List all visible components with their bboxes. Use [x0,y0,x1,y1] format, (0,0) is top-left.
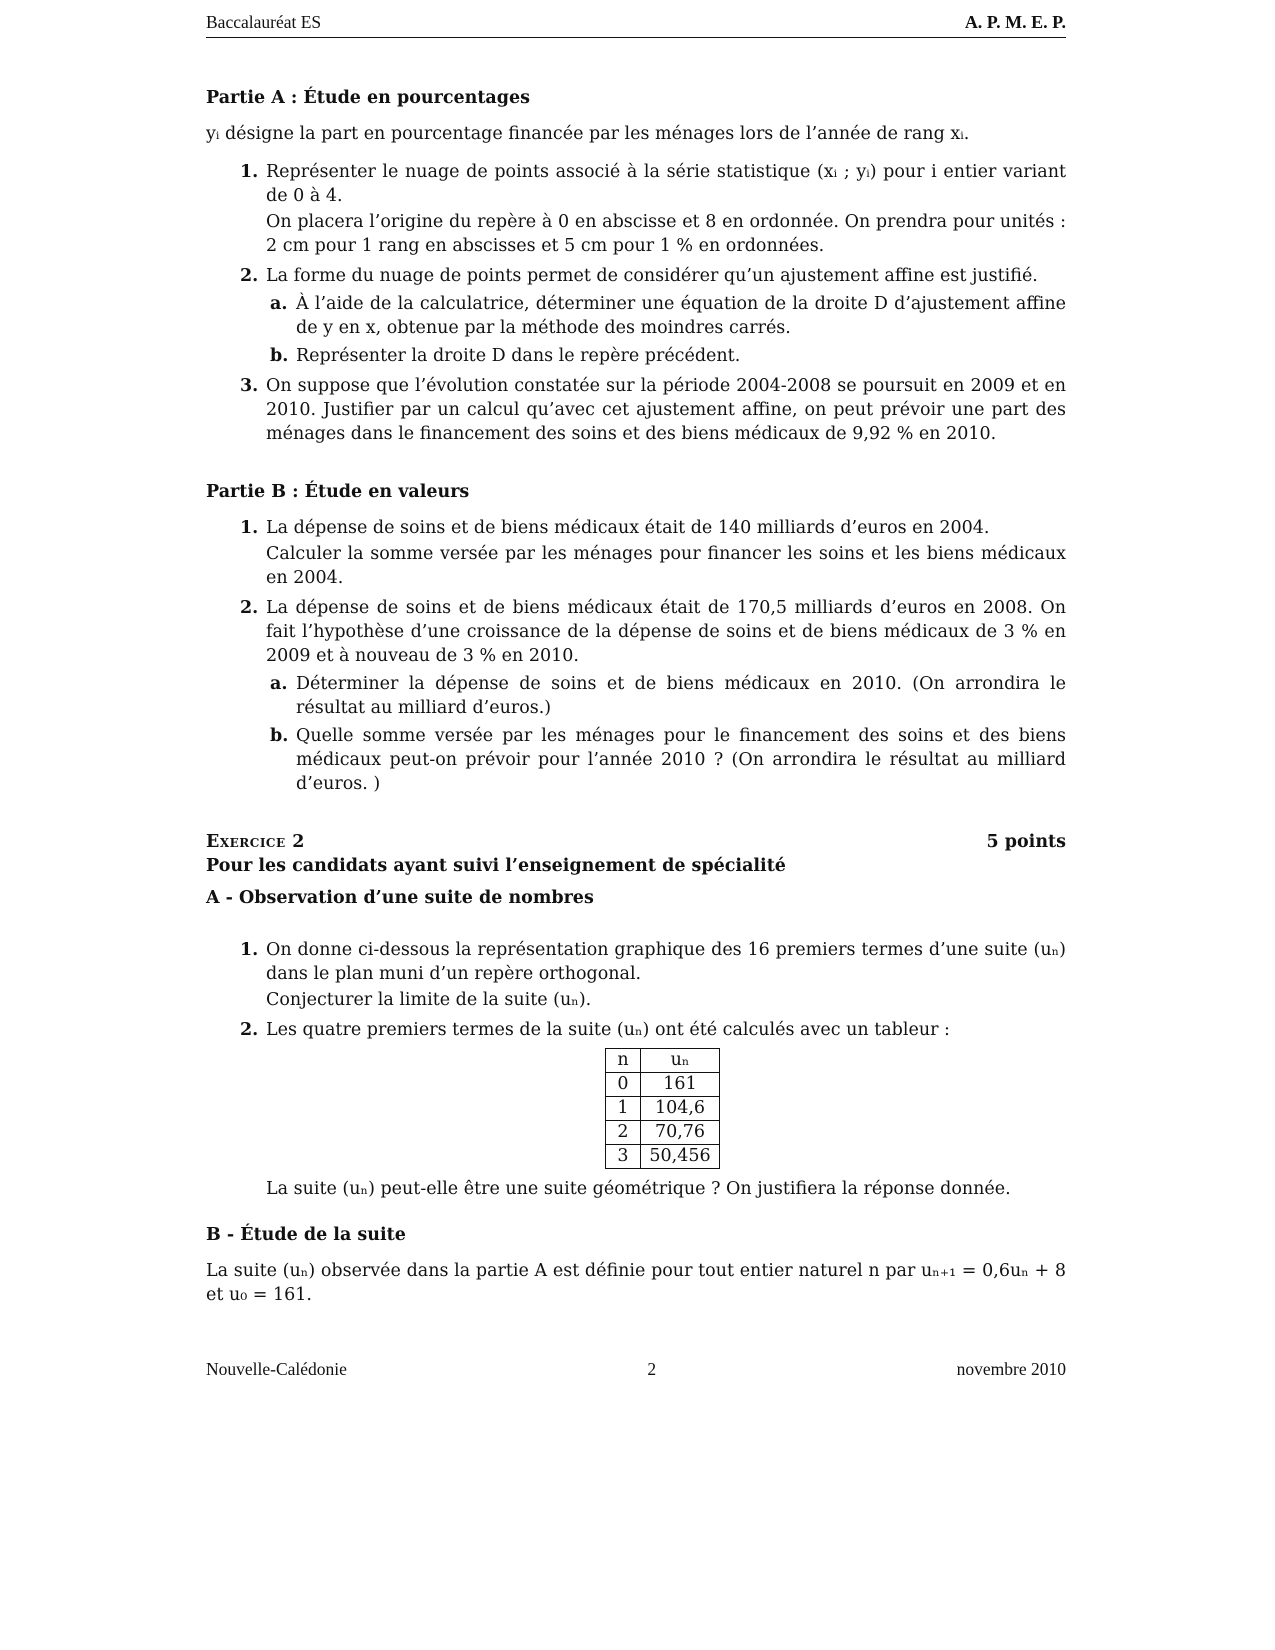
table-row [606,1097,720,1121]
partA-q2a-text: À l’aide de la calculatrice, déterminer une équation de la droite D d’ajustement affine de y en x, obtenue par la méthode des moindres carrés. [296,294,1066,338]
footer-left: Nouvelle-Calédonie [206,1359,347,1379]
partA-q2-text: La forme du nuage de points permet de considérer qu’un ajustement affine est justifié. [266,266,1038,286]
spacer [206,1207,1066,1223]
partB-q2a-text: Déterminer la dépense de soins et de biens médicaux en 2010. (On arrondira le résultat au milliard d’euros.) [296,674,1066,718]
table-row [606,1121,720,1145]
header-left: Baccalauréat ES [206,12,322,32]
partA-question-1 [206,160,1066,258]
ex2-question-1 [206,938,1066,1012]
spacer [206,922,1066,938]
subquestion-letter: a. [270,294,288,314]
question-number: 2. [240,598,259,618]
ex2-question-2 [206,1018,1066,1042]
table-cell-n: 1 [606,1097,641,1121]
question-number: 2. [240,1020,259,1040]
question-number: 1. [240,940,259,960]
footer-right: novembre 2010 [956,1359,1066,1379]
partA-q3-text: On suppose que l’évolution constatée sur la période 2004-2008 se poursuit en 2009 et en 2010. Justifier par un calcul qu’avec cet ajustement affine, on peut prévoir une part des ménages dans le financement des soins et des biens médicaux de 9,92 % en 2010. [266,376,1066,444]
exercise2-partB-text: La suite (uₙ) observée dans la partie A est définie pour tout entier naturel n par uₙ₊₁ = 0,6uₙ + 8 et u₀ = 161. [206,1261,1066,1305]
subquestion-letter: b. [270,726,289,746]
ex2-q2-text: Les quatre premiers termes de la suite (uₙ) ont été calculés avec un tableur : [266,1020,950,1040]
question-number: 1. [240,162,259,182]
subquestion-letter: b. [270,346,289,366]
table-cell-un: 161 [641,1073,720,1097]
table-cell-n: 0 [606,1073,641,1097]
partB-q1-task: Calculer la somme versée par les ménages pour financer les soins et les biens médicaux en 2004. [266,544,1066,588]
partB-q2b [266,724,1066,796]
partA-intro: yᵢ désigne la part en pourcentage financée par les ménages lors de l’année de rang xᵢ. [206,124,970,144]
ex2-q2-followup [206,1177,1066,1201]
table-header-n: n [606,1049,641,1073]
partB-q2a [266,672,1066,720]
page-footer [206,1357,1066,1381]
table-header-row [606,1049,720,1073]
partB-title: Partie B : Étude en valeurs [206,482,470,502]
partB-q1-text: La dépense de soins et de biens médicaux était de 140 milliards d’euros en 2004. [266,518,990,538]
partA-q1-units: On placera l’origine du repère à 0 en abscisse et 8 en ordonnée. On prendra pour unités : 2 cm pour 1 rang en abscisses et 5 cm pour 1 % en ordonnées. [266,212,1066,256]
table-cell-un: 104,6 [641,1097,720,1121]
partA-q2b [266,344,1066,368]
exercise2-points: 5 points [986,832,1066,852]
table-cell-un: 50,456 [641,1145,720,1169]
table-cell-n: 3 [606,1145,641,1169]
question-number: 1. [240,518,259,538]
page-header [206,10,1066,38]
exercise2-label: Exercice 2 [206,832,305,852]
ex2-q2-after-text: La suite (uₙ) peut-elle être une suite géométrique ? On justifiera la réponse donnée. [266,1179,1011,1199]
partB-q2b-text: Quelle somme versée par les ménages pour le financement des soins et des biens médicaux peut-on prévoir pour l’année 2010 ? (On arrondira le résultat au milliard d’euros. ) [296,726,1066,794]
table-row [606,1073,720,1097]
partB-question-1 [206,516,1066,590]
table-cell-un: 70,76 [641,1121,720,1145]
spacer [206,802,1066,830]
ex2-q1-task: Conjecturer la limite de la suite (uₙ). [266,990,592,1010]
exercise2-partA-title: A - Observation d’une suite de nombres [206,888,594,908]
partA-title: Partie A : Étude en pourcentages [206,88,530,108]
partA-q2a [266,292,1066,340]
footer-page-number: 2 [647,1359,657,1379]
partA-question-3 [206,374,1066,446]
partA-q2b-text: Représenter la droite D dans le repère précédent. [296,346,741,366]
question-number: 2. [240,266,259,286]
spacer [206,452,1066,480]
sequence-table [605,1048,720,1169]
exercise2-partB-title: B - Étude de la suite [206,1225,406,1245]
exercise2-subtitle: Pour les candidats ayant suivi l’enseignement de spécialité [206,856,786,876]
table-row [606,1145,720,1169]
table-cell-n: 2 [606,1121,641,1145]
table-header-un: uₙ [641,1049,720,1073]
exercise2-heading [206,830,1066,854]
partA-question-2 [206,264,1066,368]
subquestion-letter: a. [270,674,288,694]
ex2-q1-text: On donne ci-dessous la représentation graphique des 16 premiers termes d’une suite (uₙ) dans le plan muni d’un repère orthogonal. [266,940,1066,984]
partA-q1-text: Représenter le nuage de points associé à la série statistique (xᵢ ; yᵢ) pour i entier variant de 0 à 4. [266,162,1066,206]
partB-question-2 [206,596,1066,796]
question-number: 3. [240,376,259,396]
partB-q2-text: La dépense de soins et de biens médicaux était de 170,5 milliards d’euros en 2008. On fait l’hypothèse d’une croissance de la dépense de soins et de biens médicaux de 3 % en 2009 et à nouveau de 3 % en 2010. [266,598,1066,666]
content [206,86,1066,1307]
header-right: A. P. M. E. P. [964,12,1066,32]
